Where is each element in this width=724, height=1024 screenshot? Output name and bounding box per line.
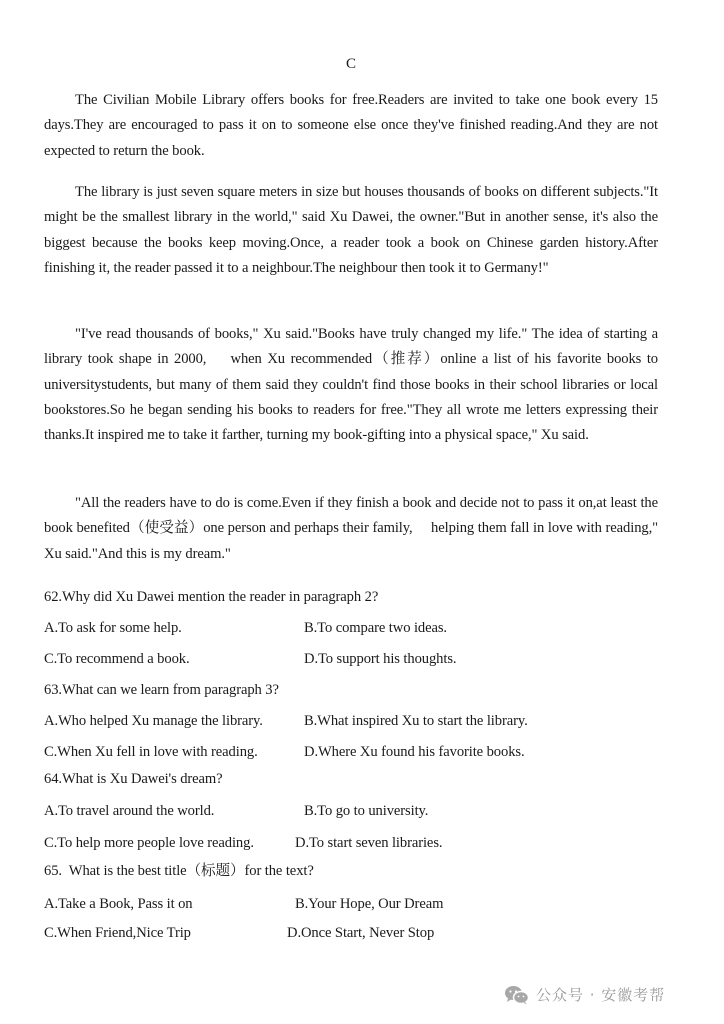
passage-paragraph-1: The Civilian Mobile Library offers books for free.Readers are invited to take one book every 15 days.They are encouraged to pass it on to someone else once they've finished reading.And they are not expected to return the book. (44, 92, 658, 159)
question-62-option-a[interactable]: A.To ask for some help. (44, 620, 182, 636)
question-63-option-b[interactable]: B.What inspired Xu to start the library. (304, 713, 528, 729)
passage-paragraph-4: "All the readers have to do is come.Even if they finish a book and decide not to pass it on,at least the book benefited（使受益）one person and perhaps their family, helping them fall in love with reading," Xu said."And this is my dream." (44, 495, 658, 562)
wechat-icon (504, 985, 530, 1005)
question-62-stem: 62.Why did Xu Dawei mention the reader in paragraph 2? (44, 589, 379, 605)
watermark (504, 984, 665, 1005)
question-62-option-d[interactable]: D.To support his thoughts. (304, 651, 457, 667)
question-63-stem: 63.What can we learn from paragraph 3? (44, 682, 279, 698)
question-63-option-c[interactable]: C.When Xu fell in love with reading. (44, 744, 258, 760)
section-heading: C (345, 56, 356, 72)
question-65-option-b[interactable]: B.Your Hope, Our Dream (295, 896, 444, 912)
question-65-option-a[interactable]: A.Take a Book, Pass it on (44, 896, 193, 912)
question-63-option-a[interactable]: A.Who helped Xu manage the library. (44, 713, 263, 729)
question-65-option-d[interactable]: D.Once Start, Never Stop (287, 925, 435, 941)
passage-paragraph-3: "I've read thousands of books," Xu said."Books have truly changed my life." The idea of starting a library took shape in 2000, when Xu recommended（推荐）online a list of his favorite books to universitystudents, but many of them said they couldn't find those books in their school libraries or local bookstores.So he began sending his books to readers for free."They all wrote me letters expressing their thanks.It inspired me to take it farther, turning my book-gifting into a physical space," Xu said. (44, 326, 658, 444)
passage-paragraph-2: The library is just seven square meters in size but houses thousands of books on different subjects."It might be the smallest library in the world," said Xu Dawei, the owner."But in another sense, it's also the biggest because the books keep moving.Once, a reader took a book on Chinese garden history.After finishing it, the reader passed it to a neighbour.The neighbour then took it to Germany!" (44, 184, 658, 276)
question-64-option-c[interactable]: C.To help more people love reading. (44, 835, 254, 851)
question-64-option-b[interactable]: B.To go to university. (304, 803, 429, 819)
question-62-option-c[interactable]: C.To recommend a book. (44, 651, 190, 667)
question-65-stem: 65. What is the best title（标题）for the text? (44, 863, 314, 879)
question-64-option-d[interactable]: D.To start seven libraries. (295, 835, 443, 851)
question-63-option-d[interactable]: D.Where Xu found his favorite books. (304, 744, 525, 760)
watermark-text: 公众号 · 安徽考帮 (536, 986, 666, 1004)
question-62-option-b[interactable]: B.To compare two ideas. (304, 620, 447, 636)
question-64-stem: 64.What is Xu Dawei's dream? (44, 771, 223, 787)
question-65-option-c[interactable]: C.When Friend,Nice Trip (44, 925, 191, 941)
question-64-option-a[interactable]: A.To travel around the world. (44, 803, 215, 819)
